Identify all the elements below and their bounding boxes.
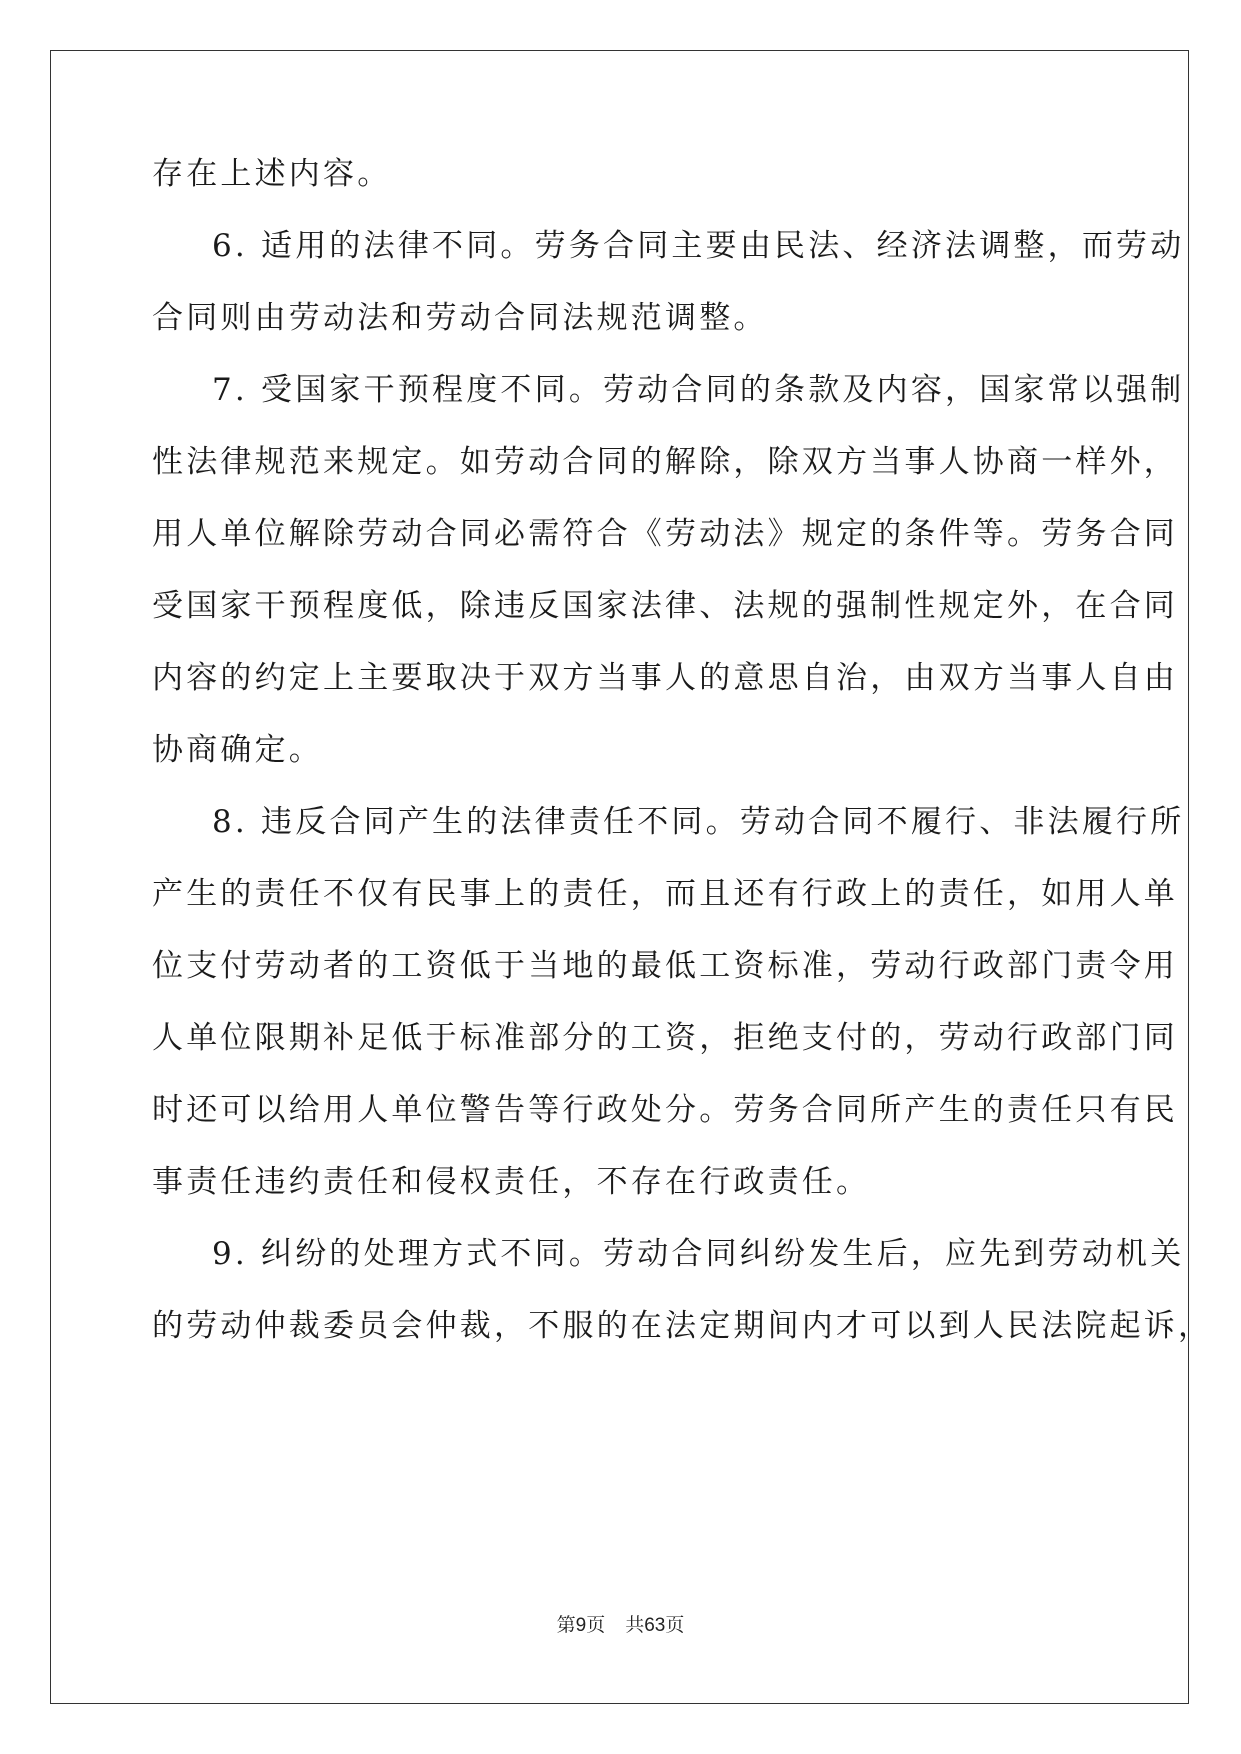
- text-line-12: 位支付劳动者的工资低于当地的最低工资标准，劳动行政部门责令用: [152, 948, 1178, 984]
- text-line-11: 产生的责任不仅有民事上的责任，而且还有行政上的责任，如用人单: [152, 876, 1178, 912]
- page-footer: [0, 1614, 1241, 1638]
- text-line-15: 事责任违约责任和侵权责任，不存在行政责任。: [152, 1164, 871, 1200]
- text-line-14: 时还可以给用人单位警告等行政处分。劳务合同所产生的责任只有民: [152, 1092, 1178, 1128]
- text-line-4: 7. 受国家干预程度不同。劳动合同的条款及内容，国家常以强制: [212, 372, 1185, 408]
- footer-page-prefix: 第: [556, 1615, 576, 1636]
- text-line-17: 的劳动仲裁委员会仲裁，不服的在法定期间内才可以到人民法院起诉，: [152, 1308, 1213, 1344]
- text-line-6: 用人单位解除劳动合同必需符合《劳动法》规定的条件等。劳务合同: [152, 516, 1178, 552]
- footer-total-pages: 63: [644, 1615, 666, 1636]
- text-line-10: 8. 违反合同产生的法律责任不同。劳动合同不履行、非法履行所: [212, 804, 1185, 840]
- text-line-5: 性法律规范来规定。如劳动合同的解除，除双方当事人协商一样外，: [152, 444, 1178, 480]
- text-line-9: 协商确定。: [152, 732, 323, 768]
- footer-page-suffix: 页: [586, 1615, 606, 1636]
- footer-total-prefix: 共: [625, 1615, 645, 1636]
- text-line-2: 6. 适用的法律不同。劳务合同主要由民法、经济法调整，而劳动: [212, 228, 1185, 264]
- footer-total-suffix: 页: [665, 1615, 685, 1636]
- text-line-8: 内容的约定上主要取决于双方当事人的意思自治，由双方当事人自由: [152, 660, 1178, 696]
- text-line-16: 9. 纠纷的处理方式不同。劳动合同纠纷发生后，应先到劳动机关: [212, 1236, 1185, 1272]
- text-line-7: 受国家干预程度低，除违反国家法律、法规的强制性规定外，在合同: [152, 588, 1178, 624]
- text-line-13: 人单位限期补足低于标准部分的工资，拒绝支付的，劳动行政部门同: [152, 1020, 1178, 1056]
- footer-page-number: 9: [575, 1615, 587, 1636]
- text-line-3: 合同则由劳动法和劳动合同法规范调整。: [152, 300, 768, 336]
- text-line-1: 存在上述内容。: [152, 156, 392, 192]
